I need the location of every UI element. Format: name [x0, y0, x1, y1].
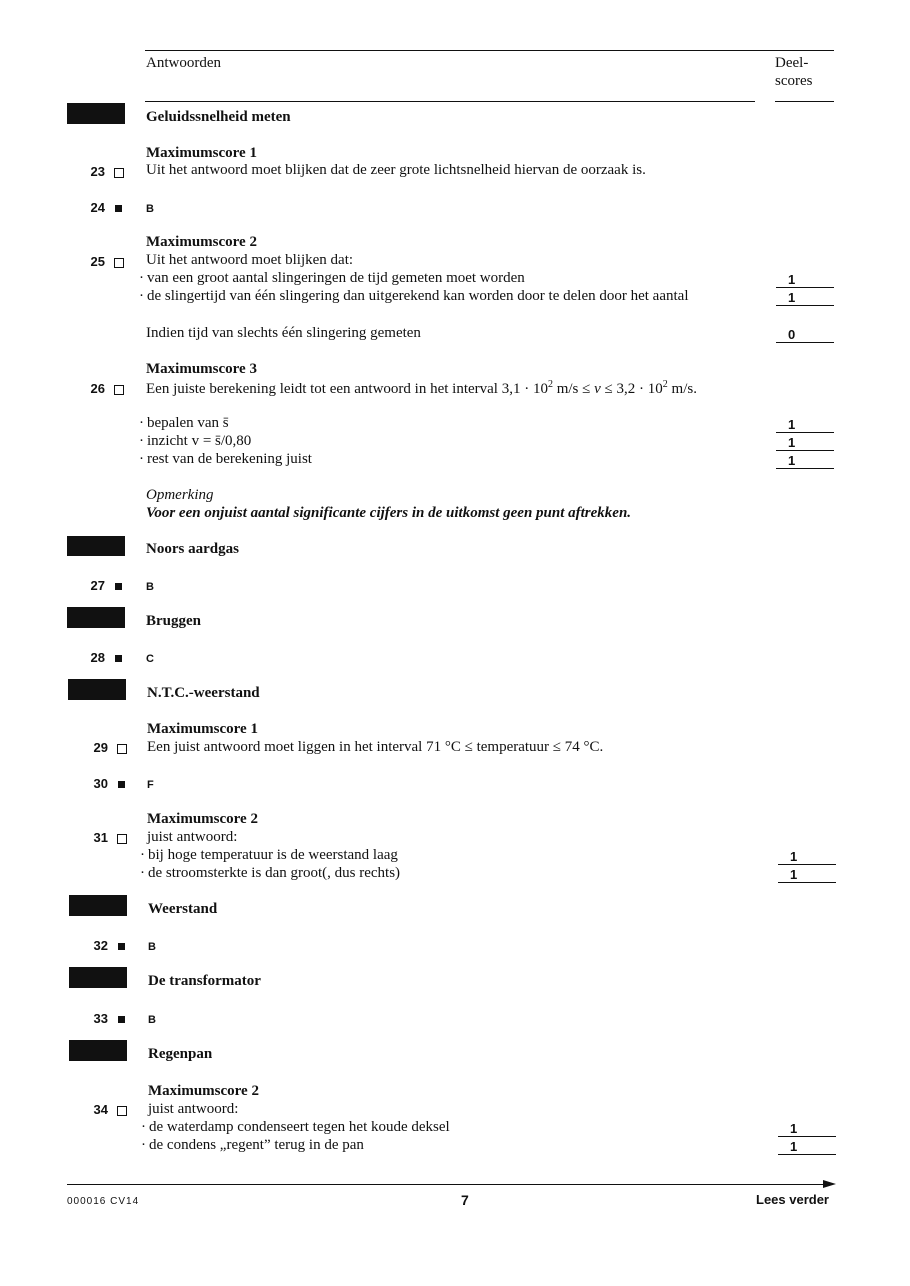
header-bottom-rule — [145, 101, 755, 102]
partial-score: 1 — [788, 453, 796, 468]
scoring-bullet: · bepalen van s̄ — [139, 415, 229, 431]
partial-score: 1 — [788, 290, 796, 305]
section-marker — [67, 103, 125, 124]
mc-answer: F — [147, 779, 154, 791]
score-underline — [776, 468, 834, 469]
question-number: 24 — [90, 200, 105, 215]
section-marker — [67, 536, 125, 556]
partial-score: 0 — [788, 327, 796, 342]
section-marker — [68, 679, 126, 700]
score-underline — [776, 342, 834, 343]
scores-header-rule — [775, 101, 834, 102]
question-number: 29 — [93, 740, 108, 755]
multiple-choice-icon — [115, 583, 122, 590]
answer-text: Een juist antwoord moet liggen in het interval 71 °C ≤ temperatuur ≤ 74 °C. — [147, 739, 604, 755]
scores-column-heading-line2: scores — [775, 73, 813, 89]
max-score-label: Maximumscore 1 — [147, 721, 258, 737]
open-question-icon — [117, 744, 127, 754]
mc-answer: B — [146, 581, 154, 593]
max-score-label: Maximumscore 2 — [147, 811, 258, 827]
question-number: 33 — [93, 1011, 108, 1026]
mc-answer: B — [148, 941, 156, 953]
question-number: 26 — [90, 381, 105, 396]
section-title-regenpan: Regenpan — [148, 1046, 213, 1062]
open-question-icon — [114, 258, 124, 268]
page-number: 7 — [461, 1192, 469, 1208]
answer-text: Uit het antwoord moet blijken dat de zeer grote lichtsnelheid hiervan de oorzaak is. — [146, 162, 646, 178]
max-score-label: Maximumscore 2 — [146, 234, 257, 250]
question-number: 27 — [90, 578, 105, 593]
scoring-bullet: · de slingertijd van één slingering dan uitgerekend kan worden door te delen door het aantal — [139, 288, 689, 304]
section-title-weerstand: Weerstand — [148, 901, 218, 917]
continue-label: Lees verder — [756, 1192, 829, 1207]
answer-text — [146, 379, 697, 398]
section-title-noors-aardgas: Noors aardgas — [146, 541, 239, 557]
question-number: 34 — [93, 1102, 108, 1117]
multiple-choice-icon — [118, 781, 125, 788]
answer-intro: juist antwoord: — [147, 829, 238, 845]
multiple-choice-icon — [118, 943, 125, 950]
mc-answer: C — [146, 653, 154, 665]
exponent: 2 — [547, 379, 553, 390]
scoring-bullet-text: de condens „regent” terug in de pan — [149, 1137, 364, 1153]
scoring-bullet-text: bij hoge temperatuur is de weerstand laag — [148, 847, 398, 863]
scoring-note: Indien tijd van slechts één slingering gemeten — [146, 325, 421, 341]
multiple-choice-icon — [115, 655, 122, 662]
open-question-icon — [117, 834, 127, 844]
max-score-label: Maximumscore 2 — [148, 1083, 259, 1099]
answers-column-heading: Antwoorden — [146, 55, 221, 71]
score-underline — [776, 432, 834, 433]
question-number: 25 — [90, 254, 105, 269]
partial-score: 1 — [790, 1139, 798, 1154]
mc-answer: B — [148, 1014, 156, 1026]
answer-intro: Uit het antwoord moet blijken dat: — [146, 252, 354, 268]
answer-intro: juist antwoord: — [148, 1101, 239, 1117]
section-title-transformator: De transformator — [148, 973, 261, 989]
open-question-icon — [114, 385, 124, 395]
score-underline — [778, 864, 836, 865]
question-number: 23 — [90, 164, 105, 179]
question-number: 30 — [93, 776, 108, 791]
answer-text-part: Een juiste berekening leidt tot een antwoord in het interval 3,1 · 10 — [146, 381, 548, 397]
max-score-label: Maximumscore 3 — [146, 361, 257, 377]
multiple-choice-icon — [115, 205, 122, 212]
section-title-bruggen: Bruggen — [146, 613, 202, 629]
partial-score: 1 — [790, 867, 798, 882]
section-marker — [69, 895, 127, 916]
answer-text-part: m/s. — [667, 381, 697, 397]
score-underline — [776, 287, 834, 288]
scoring-bullet-text: inzicht v = s̄/0,80 — [147, 433, 252, 449]
scoring-bullet: · inzicht v = s̄/0,80 — [139, 433, 252, 449]
max-score-label: Maximumscore 1 — [146, 145, 257, 161]
scoring-bullet: · bij hoge temperatuur is de weerstand laag — [140, 847, 398, 863]
score-underline — [776, 305, 834, 306]
multiple-choice-icon — [118, 1016, 125, 1023]
partial-score: 1 — [788, 417, 796, 432]
score-underline — [776, 450, 834, 451]
question-number: 28 — [90, 650, 105, 665]
scoring-bullet: · de waterdamp condenseert tegen het koude deksel — [141, 1119, 450, 1135]
partial-score: 1 — [790, 849, 798, 864]
section-marker — [69, 967, 127, 988]
score-underline — [778, 1154, 836, 1155]
section-title-geluidssnelheid: Geluidssnelheid meten — [146, 109, 291, 125]
section-title-ntc-weerstand: N.T.C.-weerstand — [147, 685, 260, 701]
variable-v: v — [594, 381, 601, 397]
exponent: 2 — [662, 379, 668, 390]
remark-text: Voor een onjuist aantal significante cijfers in de uitkomst geen punt aftrekken. — [146, 505, 632, 521]
scoring-bullet-text: van een groot aantal slingeringen de tijd gemeten moet worden — [147, 270, 525, 286]
section-marker — [69, 1040, 127, 1061]
footer-rule — [67, 1184, 827, 1185]
remark-title: Opmerking — [146, 487, 214, 503]
arrow-right-icon — [823, 1180, 836, 1188]
header-top-rule — [145, 50, 834, 51]
answer-text-part: m/s ≤ — [552, 381, 595, 397]
scoring-bullet-text: de stroomsterkte is dan groot(, dus rechts) — [148, 865, 401, 881]
open-question-icon — [114, 168, 124, 178]
scores-column-heading-line1: Deel- — [775, 55, 809, 71]
partial-score: 1 — [788, 272, 796, 287]
score-underline — [778, 1136, 836, 1137]
scoring-bullet-text: bepalen van s̄ — [147, 415, 229, 431]
open-question-icon — [117, 1106, 127, 1116]
score-underline — [778, 882, 836, 883]
scoring-bullet-text: de slingertijd van één slingering dan uitgerekend kan worden door te delen door het aantal — [147, 288, 689, 304]
question-number: 31 — [93, 830, 108, 845]
mc-answer: B — [146, 203, 154, 215]
scoring-bullet: · de condens „regent” terug in de pan — [141, 1137, 364, 1153]
exam-code: 000016 CV14 — [67, 1196, 140, 1207]
scoring-bullet: · rest van de berekening juist — [139, 451, 312, 467]
scoring-bullet-text: de waterdamp condenseert tegen het koude deksel — [149, 1119, 450, 1135]
question-number: 32 — [93, 938, 108, 953]
partial-score: 1 — [788, 435, 796, 450]
answer-text-part: ≤ 3,2 · 10 — [600, 381, 663, 397]
partial-score: 1 — [790, 1121, 798, 1136]
scoring-bullet: · de stroomsterkte is dan groot(, dus rechts) — [140, 865, 401, 881]
scoring-bullet: · van een groot aantal slingeringen de tijd gemeten moet worden — [139, 270, 525, 286]
scoring-bullet-text: rest van de berekening juist — [147, 451, 312, 467]
section-marker — [67, 607, 125, 628]
